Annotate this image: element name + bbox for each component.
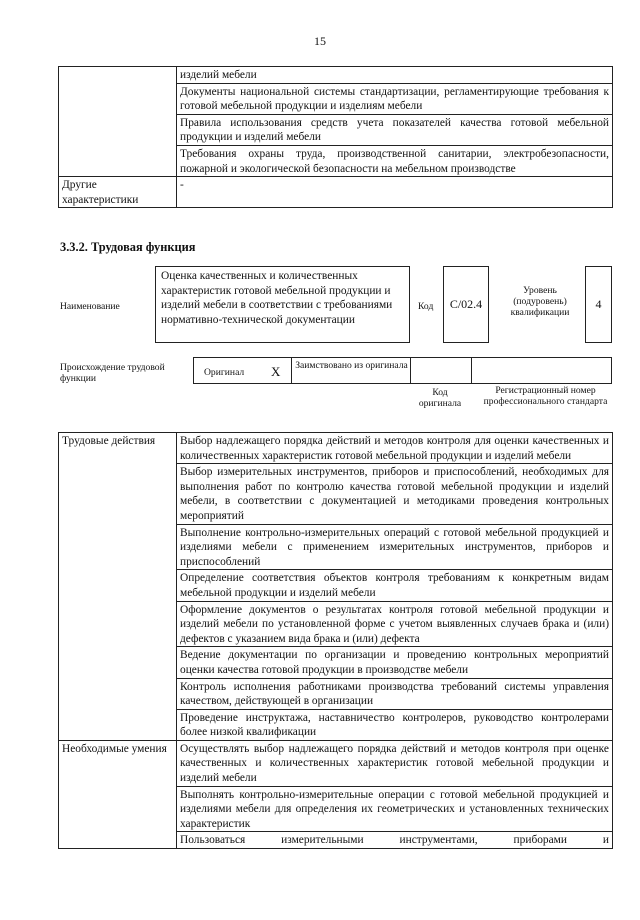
labor-action-item: Определение соответствия объектов контроля требованиям к конкретным видам мебельной продукции и изделий мебели [177,570,613,601]
labor-action-item: Контроль исполнения работниками производства требований системы управления качеством, действующей в организации [177,678,613,709]
code-value: C/02.4 [449,297,483,311]
skill-item: Осуществлять выбор надлежащего порядка действий и методов контроля при оценке качественных и количественных характеристик готовой мебельной продукции и изделий мебели [177,740,613,786]
function-name-box [155,266,410,343]
other-characteristics-value: - [177,177,613,208]
labor-action-item: Выбор измерительных инструментов, приборов и приспособлений, необходимых для выполнения работ по контролю качества готовой мебельной продукции и изделий мебели, в соответствии с документацией и методиками проведения контрольных мероприятий [177,464,613,524]
labor-action-item: Выбор надлежащего порядка действий и методов контроля для оценки качественных и количественных характеристик готовой мебельной продукции и изделий мебели [177,433,613,464]
code-original-label: Код оригинала [418,387,462,409]
origin-label: Происхождение трудовой функции [60,362,165,384]
labor-action-item: Выполнение контрольно-измерительных операций с готовой мебельной продукцией и изделиями мебели с применением измерительных инструментов, приборов и приспособлений [177,524,613,570]
top-table [58,66,613,208]
original-mark: X [271,364,281,379]
page-number: 15 [314,34,326,48]
name-label: Наименование [60,301,120,312]
borrowed-label: Заимствовано из оригинала [295,360,408,371]
other-characteristics-label: Другие характеристики [59,177,177,208]
main-table [58,432,613,849]
origin-divider [410,357,411,384]
original-label: Оригинал [204,367,245,378]
reg-number-label: Регистрационный номер профессионального стандарта [483,385,608,407]
section-heading: 3.3.2. Трудовая функция [60,240,196,254]
labor-actions-label: Трудовые действия [59,433,177,741]
code-box [443,266,489,343]
required-skills-label: Необходимые умения [59,740,177,848]
top-table-cell: Требования охраны труда, производственной санитарии, электробезопасности, пожарной и экологической безопасности на мебельном производстве [177,145,613,176]
level-label: Уровень (подуровень) квалификации [510,285,570,318]
origin-divider [291,357,292,384]
code-label: Код [418,301,434,312]
top-table-cell: изделий мебели [177,67,613,84]
labor-action-item: Ведение документации по организации и проведению контрольных мероприятий оценки качества готовой продукции в производстве мебели [177,647,613,678]
top-table-label-empty [59,67,177,177]
level-value: 4 [595,297,602,311]
top-table-cell: Документы национальной системы стандартизации, регламентирующие требования к готовой мебельной продукции и изделиям мебели [177,83,613,114]
origin-divider [471,357,472,384]
level-box [585,266,612,343]
labor-action-item: Оформление документов о результатах контроля готовой мебельной продукции и изделий мебели по установленной форме с учетом выявленных случаев брака и (или) дефектов с указанием вида брака и (или) дефекта [177,601,613,647]
skill-item: Выполнять контрольно-измерительные операции с готовой мебельной продукцией и изделиями мебели для определения их геометрических и установленных технических характеристик [177,786,613,832]
skill-item: Пользоваться измерительными инструментами, приборами и [177,832,613,849]
function-name-value: Оценка качественных и количественных характеристик готовой мебельной продукции и изделий мебели в соответствии с требованиями нормативно-технической документации [161,270,393,326]
labor-action-item: Проведение инструктажа, наставничество контролеров, руководство контролерами более низкой квалификации [177,709,613,740]
origin-row [193,357,612,384]
top-table-cell: Правила использования средств учета показателей качества готовой мебельной продукции и изделий мебели [177,114,613,145]
